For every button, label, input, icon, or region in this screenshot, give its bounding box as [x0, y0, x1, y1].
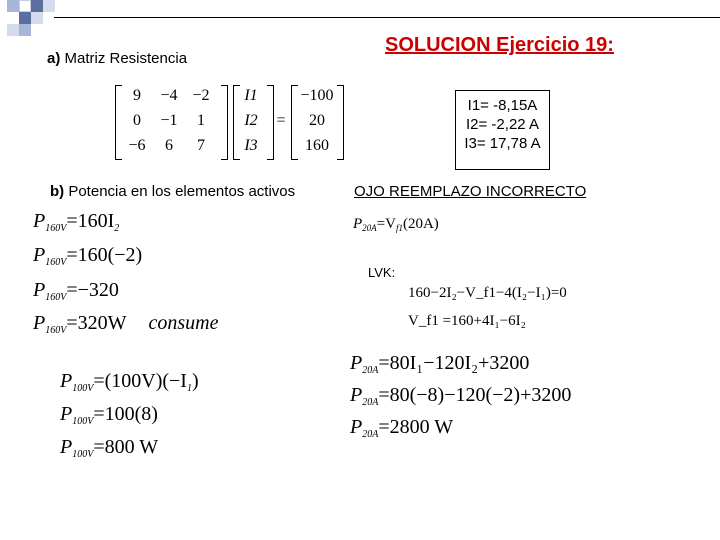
result-line: I2= -2,22 A — [466, 116, 539, 133]
matrix-bracket-right — [221, 85, 228, 160]
warning-note: OJO REEMPLAZO INCORRECTO — [354, 183, 587, 200]
lvk-equation: 160−2I₂−V_f1−4(I₂−I₁)=0 — [408, 285, 567, 301]
decor-square — [7, 0, 19, 12]
results-box — [455, 90, 550, 170]
rhs-cell: −100 — [300, 87, 334, 104]
vector-cell: I1 — [244, 87, 258, 104]
matrix-cell: 6 — [165, 137, 173, 154]
decor-square — [19, 24, 31, 36]
matrix-cell: 1 — [197, 112, 205, 129]
rhs-cell: 20 — [309, 112, 325, 129]
power-eq-160v-3: $P_{160V}=-320$ — [33, 279, 119, 303]
matrix-cell: 7 — [197, 137, 205, 154]
vf1-equation: V_f1 =160+4I₁−6I₂ — [408, 313, 526, 329]
equals-sign: = — [276, 112, 286, 129]
matrix-cell: −1 — [160, 112, 178, 129]
lvk-label: LVK: — [368, 265, 396, 280]
power-eq-20a-def: $P_{20A}=V_{f1}(20A)$ — [353, 216, 439, 233]
part-b-label: b) Potencia en los elementos activos — [50, 183, 296, 200]
header-rule — [54, 17, 720, 18]
resistance-matrix — [115, 85, 345, 160]
decor-square — [43, 0, 55, 12]
matrix-cell: 0 — [133, 112, 141, 129]
power-eq-100v-3: $P_{100V}=800$ W — [60, 436, 159, 460]
part-a-label: a) Matriz Resistencia — [47, 50, 188, 67]
decor-square — [7, 24, 19, 36]
power-eq-100v-1: $P_{100V}=(100V)(-I_1)$ — [60, 370, 199, 394]
decor-square — [31, 0, 43, 12]
matrix-cell: 9 — [133, 87, 141, 104]
page-title: SOLUCION Ejercicio 19: — [385, 34, 614, 56]
result-line: I1= -8,15A — [467, 97, 538, 114]
power-eq-20a-2: $P_{20A}=80(-8)-120(-2)+3200$ — [350, 384, 572, 408]
result-line: I3= 17,78 A — [464, 135, 541, 152]
power-eq-100v-2: $P_{100V}=100(8)$ — [60, 403, 158, 427]
matrix-cell: −2 — [192, 87, 210, 104]
power-eq-160v-1: $P_{160V}=160I_2$ — [33, 210, 120, 234]
power-eq-20a-1: $P_{20A}=80I_1-120I_2+3200$ — [350, 352, 530, 376]
power-eq-20a-3: $P_{20A}=2800$ W — [350, 416, 454, 440]
matrix-cell: −4 — [160, 87, 178, 104]
decor-square — [19, 12, 31, 24]
power-eq-160v-2: $P_{160V}=160(-2)$ — [33, 244, 143, 268]
vector-cell: I2 — [244, 112, 258, 129]
decor-square — [31, 12, 43, 24]
rhs-bracket-right — [337, 85, 344, 160]
matrix-cell: −6 — [128, 137, 146, 154]
decor-square — [19, 0, 31, 12]
rhs-cell: 160 — [305, 137, 329, 154]
vector-cell: I3 — [244, 137, 258, 154]
power-eq-160v-4: $P_{160V}=320W$ consume — [33, 312, 219, 336]
